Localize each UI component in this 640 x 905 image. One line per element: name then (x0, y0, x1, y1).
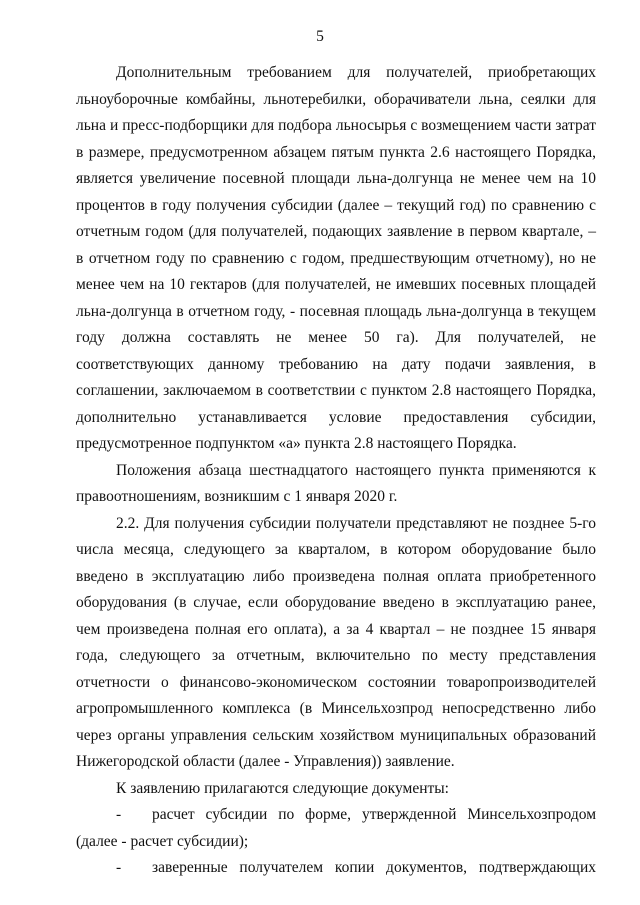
paragraph-applicability: Положения абзаца шестнадцатого настоящего пункта применяются к правоотношениям, возникшим с 1 января 2020 г. (76, 461, 596, 505)
list-dash: - (116, 806, 122, 823)
list-item-certified-copies (76, 855, 596, 882)
list-item-subsidy-calculation (76, 802, 596, 855)
list-item-text: заверенные получателем копии документов, подтверждающих (152, 859, 596, 876)
paragraph-flax-requirements: Дополнительным требованием для получателей, приобретающих льноуборочные комбайны, льнотеребилки, оборачиватели льна, сеялки для льна и пресс-подборщики для подбора льносырья с возмещением части затрат в размере, предусмотренном абзацем пятым пункта 2.6 настоящего Порядка, является увеличение посевной площади льна-долгунца не менее чем на 10 процентов в году получения субсидии (далее – текущий год) по сравнению с отчетным годом (для получателей, подающих заявление в первом квартале, – в отчетном году по сравнению с годом, предшествующим отчетному), но не менее чем на 10 гектаров (для получателей, не имевших посевных площадей льна-долгунца в отчетном году, - посевная площадь льна-долгунца в текущем году должна составлять не менее 50 га). Для получателей, не соответствующих данному требованию на дату подачи заявления, в соглашении, заключаемом в соответствии с пунктом 2.8 настоящего Порядка, дополнительно устанавливается условие предоставления субсидии, предусмотренное подпунктом «а» пункта 2.8 настоящего Порядка. (76, 64, 596, 452)
document-body (76, 60, 596, 882)
page-number: 5 (316, 28, 324, 45)
paragraph-2-2-application: 2.2. Для получения субсидии получатели представляют не позднее 5-го числа месяца, следующего за кварталом, в котором оборудование было введено в эксплуатацию либо произведена полная оплата приобретенного оборудования (в случае, если оборудование введено в эксплуатацию ранее, чем произведена полная его оплата), а за 4 квартал – не позднее 15 января года, следующего за отчетным, включительно по месту представления отчетности о финансово-экономическом состоянии товаропроизводителей агропромышленного комплекса (в Минсельхозпрод непосредственно либо через органы управления сельским хозяйством муниципальных образований Нижегородской области (далее - Управления)) заявление. (76, 514, 596, 770)
list-item-text: расчет субсидии по форме, утвержденной Минсельхозпродом (далее - расчет субсидии); (76, 806, 596, 850)
paragraph-attachments-intro: К заявлению прилагаются следующие документы: (116, 779, 449, 797)
list-dash: - (116, 859, 122, 876)
